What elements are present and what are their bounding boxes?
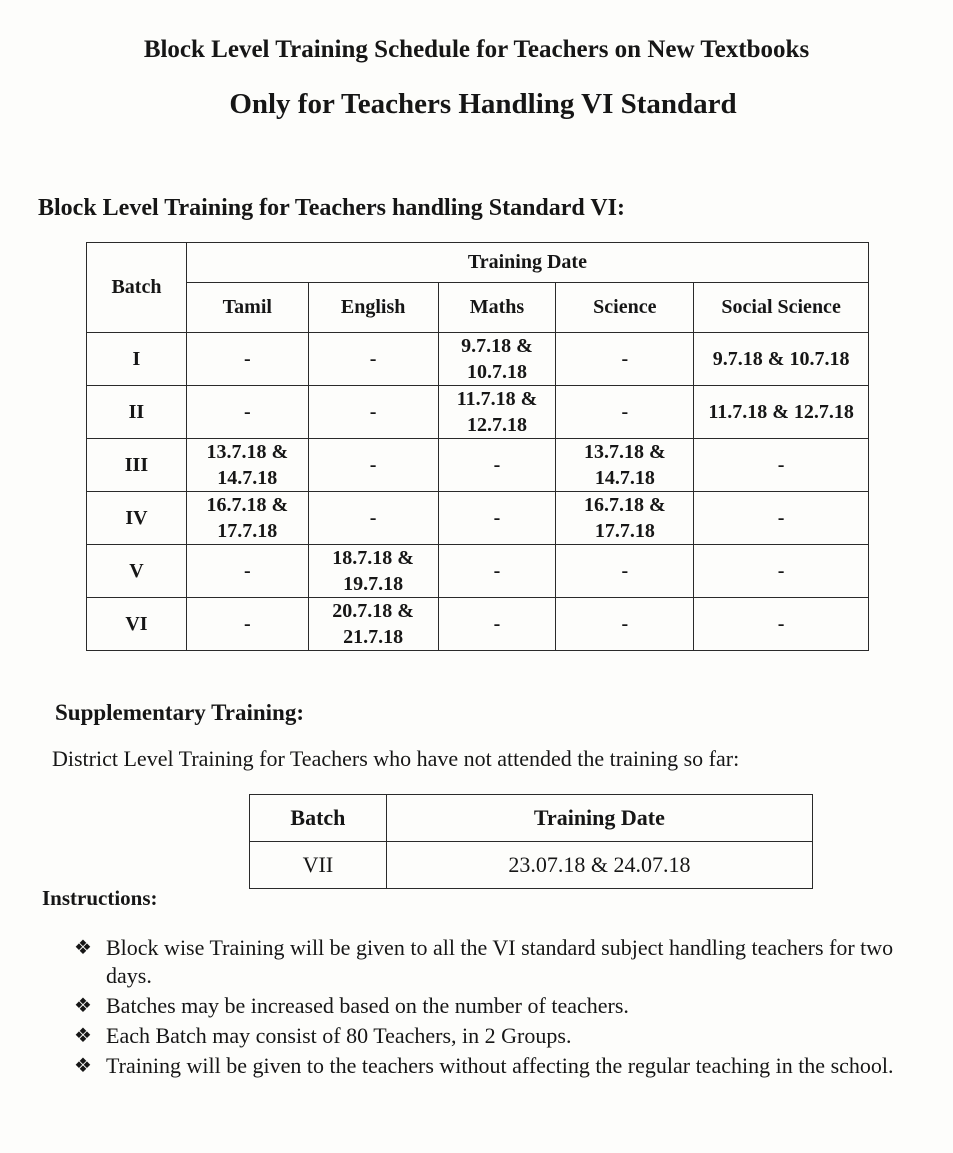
supp-batch-cell: VII xyxy=(250,842,387,889)
diamond-bullet-icon: ❖ xyxy=(74,937,92,959)
maths-cell: - xyxy=(438,598,556,651)
tamil-cell: - xyxy=(186,333,308,386)
list-item xyxy=(70,1052,920,1080)
supp-batch-header: Batch xyxy=(250,795,387,842)
science-cell: - xyxy=(556,333,694,386)
table-row xyxy=(87,386,869,439)
list-item xyxy=(70,992,920,1020)
table-row xyxy=(87,439,869,492)
table-row xyxy=(87,598,869,651)
english-cell: 18.7.18 & 19.7.18 xyxy=(308,545,438,598)
batch-cell: III xyxy=(87,439,187,492)
english-cell: - xyxy=(308,386,438,439)
english-cell: - xyxy=(308,333,438,386)
batch-cell: I xyxy=(87,333,187,386)
block-training-table xyxy=(86,242,869,651)
diamond-bullet-icon: ❖ xyxy=(74,1055,92,1077)
instructions-heading: Instructions: xyxy=(42,886,158,910)
science-cell: - xyxy=(556,545,694,598)
page-title: Block Level Training Schedule for Teachers on New Textbooks xyxy=(143,36,810,63)
subject-header-english: English xyxy=(308,283,438,333)
list-item xyxy=(70,1022,920,1050)
english-cell: 20.7.18 & 21.7.18 xyxy=(308,598,438,651)
batch-cell: IV xyxy=(87,492,187,545)
tamil-cell: - xyxy=(186,598,308,651)
social-science-cell: 11.7.18 & 12.7.18 xyxy=(694,386,869,439)
subject-header-tamil: Tamil xyxy=(186,283,308,333)
instruction-text: Block wise Training will be given to all the VI standard subject handling teachers for two days. xyxy=(106,935,894,988)
table-row xyxy=(87,333,869,386)
maths-cell: 9.7.18 & 10.7.18 xyxy=(438,333,556,386)
batch-header: Batch xyxy=(87,243,187,333)
social-science-cell: - xyxy=(694,598,869,651)
instruction-text: Training will be given to the teachers without affecting the regular teaching in the school. xyxy=(106,1053,894,1078)
tamil-cell: 16.7.18 & 17.7.18 xyxy=(186,492,308,545)
maths-cell: - xyxy=(438,545,556,598)
training-date-header: Training Date xyxy=(186,243,868,283)
maths-cell: 11.7.18 & 12.7.18 xyxy=(438,386,556,439)
english-cell: - xyxy=(308,439,438,492)
subject-header-science: Science xyxy=(556,283,694,333)
batch-cell: II xyxy=(87,386,187,439)
list-item xyxy=(70,934,920,990)
instructions-list xyxy=(70,934,920,1082)
science-cell: 13.7.18 & 14.7.18 xyxy=(556,439,694,492)
tamil-cell: - xyxy=(186,386,308,439)
science-cell: 16.7.18 & 17.7.18 xyxy=(556,492,694,545)
table-row xyxy=(87,492,869,545)
english-cell: - xyxy=(308,492,438,545)
instruction-text: Each Batch may consist of 80 Teachers, in 2 Groups. xyxy=(106,1023,572,1048)
supplementary-heading: Supplementary Training: xyxy=(55,700,304,725)
block-section-heading: Block Level Training for Teachers handling Standard VI: xyxy=(38,195,626,221)
subject-header-social-science: Social Science xyxy=(694,283,869,333)
tamil-cell: 13.7.18 & 14.7.18 xyxy=(186,439,308,492)
social-science-cell: - xyxy=(694,545,869,598)
maths-cell: - xyxy=(438,439,556,492)
diamond-bullet-icon: ❖ xyxy=(74,995,92,1017)
diamond-bullet-icon: ❖ xyxy=(74,1025,92,1047)
tamil-cell: - xyxy=(186,545,308,598)
batch-cell: V xyxy=(87,545,187,598)
supp-date-header: Training Date xyxy=(386,795,812,842)
social-science-cell: 9.7.18 & 10.7.18 xyxy=(694,333,869,386)
table-row xyxy=(87,545,869,598)
supplementary-table xyxy=(249,794,813,889)
science-cell: - xyxy=(556,598,694,651)
social-science-cell: - xyxy=(694,492,869,545)
batch-cell: VI xyxy=(87,598,187,651)
supplementary-description: District Level Training for Teachers who have not attended the training so far: xyxy=(52,746,740,771)
instruction-text: Batches may be increased based on the number of teachers. xyxy=(106,993,629,1018)
science-cell: - xyxy=(556,386,694,439)
maths-cell: - xyxy=(438,492,556,545)
table-row xyxy=(250,842,813,889)
subject-header-maths: Maths xyxy=(438,283,556,333)
social-science-cell: - xyxy=(694,439,869,492)
supp-date-cell: 23.07.18 & 24.07.18 xyxy=(386,842,812,889)
page-subtitle: Only for Teachers Handling VI Standard xyxy=(229,88,737,120)
